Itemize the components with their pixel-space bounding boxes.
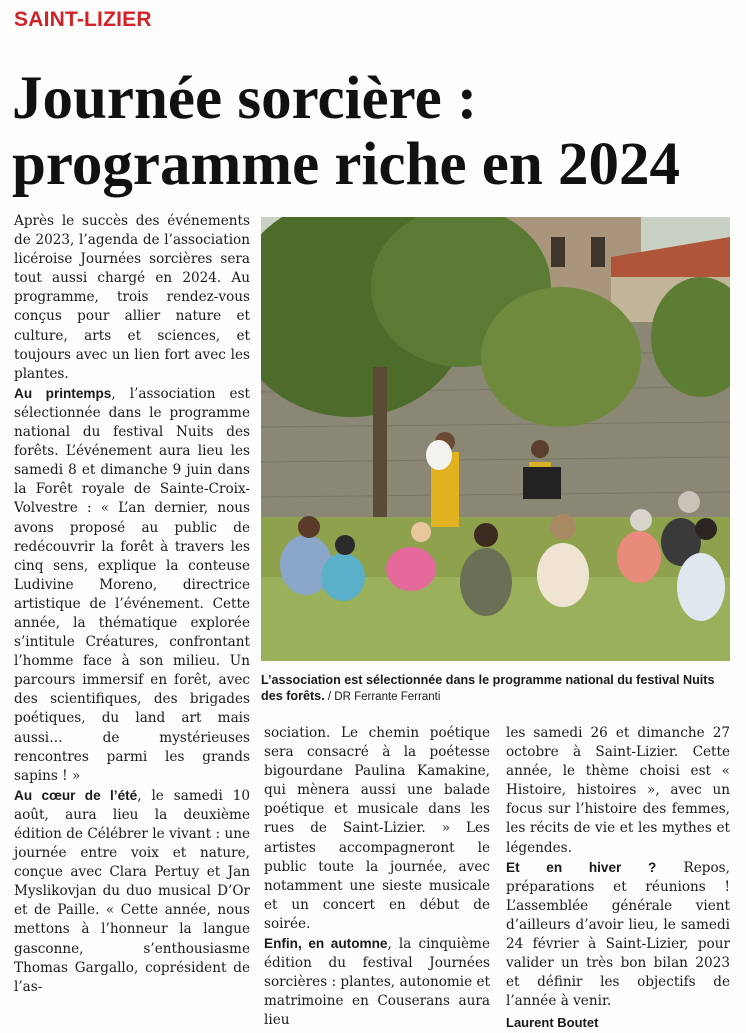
summer-text-part-1: , le samedi 10 août, aura lieu la deuxième édition de Célébrer le vivant : une journée entre voix et nature, conçue avec Clara Pertuy et Jan Myslikovjan du duo musical D’Or et de Paille. « Cette année, nous mettons à l’honneur la langue gasconne, s’enthousiasme Thomas Gargallo, coprésident de l’as-	[14, 787, 250, 995]
author-byline: Laurent Boutet	[506, 1015, 599, 1031]
photo-illustration	[261, 217, 730, 661]
spring-paragraph	[14, 384, 250, 786]
autumn-lead: Enfin, en automne	[264, 936, 388, 952]
autumn-text-part-1: , la cinquième édition du festival Journées sorcières : plantes, autonomie et matrimoine en Couserans aura lieu	[264, 936, 490, 1029]
photo-credit: / DR Ferrante Ferranti	[324, 691, 441, 703]
headline-line-1: Journée sorcière :	[12, 65, 478, 132]
photo-caption	[261, 672, 736, 705]
text-column-1	[14, 212, 250, 997]
winter-lead: Et en hiver ?	[506, 859, 657, 875]
autumn-paragraph-continued: les samedi 26 et dimanche 27 octobre à Saint-Lizier. Cette année, le thème choisi est « Histoire, histoires », avec un focus sur l’histoire des femmes, les récits de vie et les mythes et légendes.	[506, 725, 730, 856]
caption-text: L’association est sélectionnée dans le programme national du festival Nuits des forêts.	[261, 673, 715, 703]
headline-line-2: programme riche en 2024	[12, 131, 681, 198]
headline	[12, 66, 742, 198]
spring-text: , l’association est sélectionnée dans le programme national du festival Nuits des forêts. L’événement aura lieu les samedi 8 et dimanche 9 juin dans la Forêt royale de Sainte-Croix-Volvestre : « L’an dernier, nous avons proposé au public de redécouvrir la forêt à travers les cinq sens, explique la conteuse Ludivine Moreno, directrice artistique de l’événement. Cette année, la thématique explorée s’intitule Créatures, confrontant l’homme face à son milieu. Un parcours immersif en forêt, avec des scientifiques, des brigades poétiques, du land art mais aussi… de mystérieuses rencontres parmi les grands sapins ! »	[14, 385, 251, 784]
section-label: SAINT-LIZIER	[14, 8, 152, 31]
winter-paragraph	[506, 858, 730, 1012]
text-column-2	[264, 724, 490, 1031]
intro-paragraph: Après le succès des événements de 2023, l’agenda de l’association licéroise Journées sorcières sera tout aussi chargé en 2024. Au programme, trois rendez-vous conçus pour allier nature et culture, arts et sciences, et toujours avec un lien fort avec les plantes.	[14, 213, 250, 382]
spring-lead: Au printemps	[14, 385, 112, 401]
summer-paragraph-continued: sociation. Le chemin poétique sera consacré à la poétesse bigourdane Paulina Kamakine, qui mènera aussi une balade poétique et musicale dans les rues de Saint-Lizier. » Les artistes accompagneront le public toute la journée, avec notamment une sieste musicale et un concert en début de soirée.	[264, 725, 490, 932]
winter-text: Repos, préparations et réunions ! L’assemblée générale vient d’ailleurs d’avoir lieu, le samedi 24 février à Saint-Lizier, pour valider un très bon bilan 2023 et définir les objectifs de l’année à venir.	[506, 859, 730, 1010]
article-photo	[261, 217, 730, 661]
summer-lead: Au cœur de l’été	[14, 787, 138, 803]
text-column-3	[506, 724, 730, 1033]
autumn-paragraph	[264, 934, 490, 1030]
summer-paragraph	[14, 786, 250, 997]
